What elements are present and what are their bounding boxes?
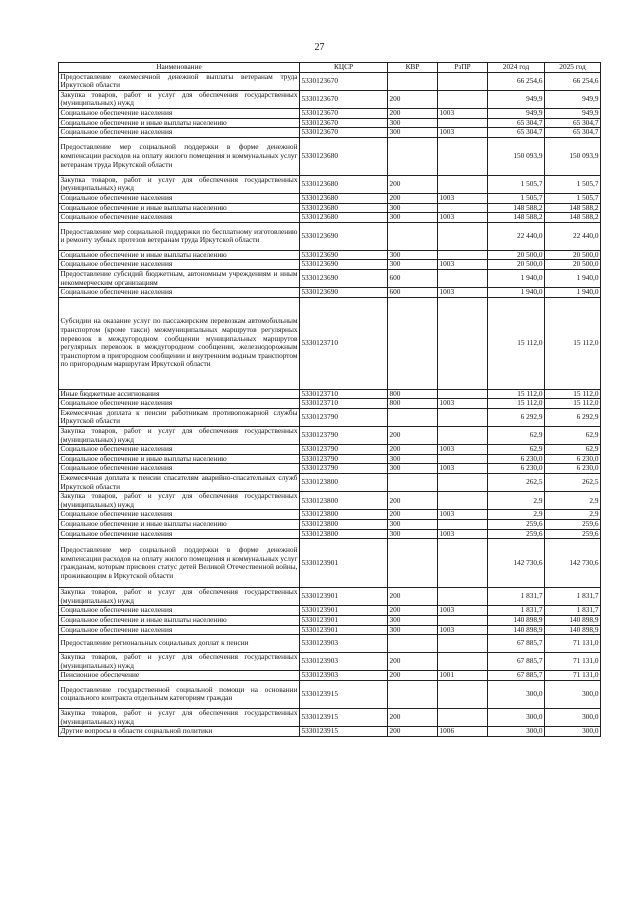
cell-name: Закупка товаров, работ и услуг для обеспечения государственных (муниципальных) нужд: [60, 708, 298, 726]
cell-kvr: 300: [388, 520, 438, 530]
cell-kvr: [388, 137, 438, 175]
cell-rzpr: 1003: [438, 445, 488, 455]
cell-name: Предоставление субсидий бюджетным, автономным учреждениям и иным некоммерческим организациям: [60, 269, 298, 287]
cell-2024: 1 940,0: [488, 269, 545, 287]
cell-name: Предоставление мер социальной поддержки в форме денежной компенсации расходов на оплату жилого помещения и коммунальных услуг ветеранам труда Иркутской области: [59, 137, 300, 175]
table-row: [59, 108, 601, 118]
cell-kvr: 200: [388, 671, 438, 681]
cell-2024: 949,9: [488, 90, 545, 108]
page-number: 27: [314, 42, 325, 53]
cell-2025: 22 440,0: [545, 222, 601, 250]
cell-kvr: [388, 474, 438, 492]
cell-name: Предоставление мер социальной поддержки по бесплатному изготовлению и ремонту зубных протезов ветеранам труда Иркутской области: [59, 222, 300, 250]
cell-kcsr: 5330123800: [300, 474, 388, 492]
cell-rzpr: [438, 72, 488, 90]
table-row: [59, 520, 601, 530]
cell-name: Предоставление государственной социальной помощи на основании социального контракта отдельным категориям граждан: [59, 680, 300, 708]
cell-kcsr: 5330123680: [300, 193, 388, 203]
cell-rzpr: [438, 474, 488, 492]
cell-2024: 15 112,0: [488, 399, 545, 409]
cell-name: Социальное обеспечение населения: [59, 510, 300, 520]
cell-2024: 300,0: [488, 727, 545, 737]
cell-kvr: [388, 297, 438, 389]
cell-name: Социальное обеспечение и иные выплаты населению: [59, 520, 300, 530]
cell-kvr: 200: [388, 727, 438, 737]
cell-name: Социальное обеспечение населения: [59, 529, 300, 539]
cell-kcsr: 5330123680: [300, 213, 388, 223]
cell-name: Закупка товаров, работ и услуг для обеспечения государственных (муниципальных) нужд: [60, 587, 298, 605]
cell-name: Социальное обеспечение населения: [59, 108, 300, 118]
cell-2024: 1 831,7: [488, 606, 545, 616]
cell-name: Предоставление ежемесячной денежной выплаты ветеранам труда Иркутской области: [60, 72, 298, 90]
cell-kvr: 300: [388, 529, 438, 539]
cell-kcsr: 5330123670: [300, 90, 388, 108]
cell-2024: 262,5: [488, 474, 545, 492]
cell-rzpr: 1003: [438, 510, 488, 520]
table-row: [59, 427, 601, 445]
cell-rzpr: [438, 389, 488, 399]
cell-2025: 15 112,0: [545, 297, 601, 389]
cell-2025: 15 112,0: [545, 389, 601, 399]
cell-kvr: 300: [388, 260, 438, 270]
table-row: [59, 203, 601, 213]
cell-rzpr: [438, 118, 488, 128]
cell-rzpr: 1003: [438, 128, 488, 138]
cell-2024: 1 831,7: [488, 588, 545, 606]
cell-kvr: [388, 72, 438, 90]
cell-2025: 71 131,0: [545, 635, 601, 653]
cell-2024: 6 230,0: [488, 464, 545, 474]
cell-kvr: 200: [388, 193, 438, 203]
table-row: [59, 269, 601, 287]
cell-2024: 300,0: [488, 680, 545, 708]
cell-kvr: 300: [388, 250, 438, 260]
cell-2025: 148 588,2: [545, 203, 601, 213]
table-row: [59, 510, 601, 520]
cell-2024: 15 112,0: [488, 389, 545, 399]
cell-2025: 1 940,0: [545, 269, 601, 287]
cell-name: Социальное обеспечение населения: [59, 606, 300, 616]
cell-name: Ежемесячная доплата к пенсии спасателям аварийно-спасательных служб Иркутской области: [60, 473, 298, 491]
cell-kvr: 800: [388, 399, 438, 409]
cell-kcsr: 5330123915: [300, 680, 388, 708]
cell-2024: 15 112,0: [488, 297, 545, 389]
cell-kvr: 300: [388, 213, 438, 223]
table-row: [59, 625, 601, 635]
table-row: [59, 72, 601, 90]
table-row: [59, 615, 601, 625]
cell-kcsr: 5330123710: [300, 297, 388, 389]
cell-kvr: 200: [388, 492, 438, 510]
table-row: [59, 128, 601, 138]
cell-kvr: [388, 680, 438, 708]
cell-kcsr: 5330123670: [300, 118, 388, 128]
cell-kvr: 600: [388, 269, 438, 287]
header-2024: 2024 год: [488, 63, 545, 73]
cell-kvr: 600: [388, 288, 438, 298]
cell-kcsr: 5330123680: [300, 203, 388, 213]
cell-kvr: 200: [388, 90, 438, 108]
cell-kvr: 300: [388, 615, 438, 625]
table-row: [59, 399, 601, 409]
cell-2025: 1 940,0: [545, 288, 601, 298]
cell-rzpr: 1003: [438, 625, 488, 635]
cell-name: Закупка товаров, работ и услуг для обеспечения государственных (муниципальных) нужд: [60, 426, 298, 444]
table-row: [59, 118, 601, 128]
table-body: [59, 72, 601, 736]
cell-2025: 20 500,0: [545, 260, 601, 270]
cell-rzpr: 1003: [438, 606, 488, 616]
cell-rzpr: 1001: [438, 671, 488, 681]
cell-kcsr: 5330123800: [300, 492, 388, 510]
cell-kcsr: 5330123670: [300, 128, 388, 138]
table-row: [59, 222, 601, 250]
cell-kcsr: 5330123690: [300, 250, 388, 260]
table-row: [59, 653, 601, 671]
table-row: [59, 588, 601, 606]
cell-kvr: 200: [388, 588, 438, 606]
cell-kcsr: 5330123670: [300, 108, 388, 118]
table-row: [59, 464, 601, 474]
cell-rzpr: 1003: [438, 213, 488, 223]
header-row: [59, 63, 601, 73]
header-rzpr: РзПР: [438, 63, 488, 73]
cell-kcsr: 5330123690: [300, 222, 388, 250]
cell-2025: 140 898,9: [545, 615, 601, 625]
cell-rzpr: [438, 492, 488, 510]
cell-2025: 6 230,0: [545, 454, 601, 464]
cell-kcsr: 5330123710: [300, 389, 388, 399]
cell-rzpr: [438, 269, 488, 287]
cell-rzpr: [438, 588, 488, 606]
table-row: [59, 474, 601, 492]
cell-2025: 148 588,2: [545, 213, 601, 223]
cell-rzpr: [438, 427, 488, 445]
cell-kvr: 300: [388, 128, 438, 138]
cell-2024: 67 885,7: [488, 635, 545, 653]
cell-2024: 62,9: [488, 427, 545, 445]
table-row: [59, 193, 601, 203]
cell-kcsr: 5330123901: [300, 539, 388, 588]
cell-name: Закупка товаров, работ и услуг для обеспечения государственных (муниципальных) нужд: [60, 90, 298, 108]
cell-2024: 259,6: [488, 529, 545, 539]
cell-rzpr: [438, 520, 488, 530]
table-row: [59, 137, 601, 175]
cell-name: Социальное обеспечение и иные выплаты населению: [59, 118, 300, 128]
cell-name: Иные бюджетные ассигнования: [59, 389, 300, 399]
cell-2024: 62,9: [488, 445, 545, 455]
cell-2024: 142 730,6: [488, 539, 545, 588]
cell-kcsr: 5330123915: [300, 708, 388, 726]
cell-2025: 2,9: [545, 492, 601, 510]
cell-kvr: 200: [388, 427, 438, 445]
cell-name: Субсидии на оказание услуг по пассажирским перевозкам автомобильным транспортом (кроме такси) межмуниципальных маршрутов регулярных перевозок в междугородном сообщении муниципальных маршрутов регулярных перевозок в междугородном сообщении, железнодорожным транспортом в пригородном сообщении и внутренним водным транспортом по пригородным маршрутам Иркутской области: [59, 297, 300, 389]
cell-2025: 259,6: [545, 529, 601, 539]
cell-kvr: 200: [388, 445, 438, 455]
cell-2025: 6 292,9: [545, 408, 601, 426]
cell-name: Закупка товаров, работ и услуг для обеспечения государственных (муниципальных) нужд: [60, 175, 298, 193]
table-row: [59, 539, 601, 588]
cell-2025: 1 505,7: [545, 193, 601, 203]
cell-rzpr: [438, 708, 488, 726]
cell-kcsr: 5330123800: [300, 510, 388, 520]
cell-2024: 148 588,2: [488, 203, 545, 213]
cell-kcsr: 5330123690: [300, 260, 388, 270]
table-header: [59, 63, 601, 73]
cell-2024: 2,9: [488, 510, 545, 520]
cell-2025: 1 505,7: [545, 175, 601, 193]
header-name: Наименование: [59, 63, 300, 73]
cell-name: Пенсионное обеспечение: [59, 671, 300, 681]
table-row: [59, 445, 601, 455]
cell-2025: 65 304,7: [545, 128, 601, 138]
cell-kcsr: 5330123790: [300, 454, 388, 464]
table-row: [59, 213, 601, 223]
cell-kcsr: 5330123903: [300, 653, 388, 671]
cell-name: Социальное обеспечение и иные выплаты населению: [59, 250, 300, 260]
cell-name: Социальное обеспечение и иные выплаты населению: [59, 615, 300, 625]
cell-2024: 949,9: [488, 108, 545, 118]
cell-2025: 65 304,7: [545, 118, 601, 128]
cell-kvr: 300: [388, 625, 438, 635]
cell-name: Социальное обеспечение населения: [59, 399, 300, 409]
cell-2024: 67 885,7: [488, 653, 545, 671]
cell-2024: 6 230,0: [488, 454, 545, 464]
cell-kcsr: 5330123800: [300, 520, 388, 530]
header-kvr: КВР: [388, 63, 438, 73]
cell-kvr: 300: [388, 464, 438, 474]
cell-name: Закупка товаров, работ и услуг для обеспечения государственных (муниципальных) нужд: [60, 491, 298, 509]
cell-2025: 6 230,0: [545, 464, 601, 474]
cell-2025: 71 131,0: [545, 671, 601, 681]
table-row: [59, 671, 601, 681]
table-row: [59, 680, 601, 708]
cell-2024: 148 588,2: [488, 213, 545, 223]
cell-kcsr: 5330123915: [300, 727, 388, 737]
cell-kcsr: 5330123680: [300, 137, 388, 175]
cell-name: Предоставление мер социальной поддержки в форме денежной компенсации расходов на оплату жилого помещения и коммунальных услуг гражданам, которым присвоен статус детей Великой Отечественной войны, проживающим в Иркутской области: [59, 539, 300, 588]
table-row: [59, 408, 601, 426]
cell-name: Социальное обеспечение населения: [59, 260, 300, 270]
cell-kcsr: 5330123790: [300, 427, 388, 445]
cell-2025: 20 500,0: [545, 250, 601, 260]
cell-2025: 300,0: [545, 727, 601, 737]
cell-name: Социальное обеспечение населения: [59, 625, 300, 635]
cell-rzpr: [438, 539, 488, 588]
cell-rzpr: 1003: [438, 260, 488, 270]
cell-rzpr: [438, 250, 488, 260]
cell-2025: 15 112,0: [545, 399, 601, 409]
cell-2025: 300,0: [545, 708, 601, 726]
table-row: [59, 606, 601, 616]
cell-name: Другие вопросы в области социальной политики: [59, 727, 300, 737]
cell-kvr: [388, 222, 438, 250]
cell-2025: 259,6: [545, 520, 601, 530]
cell-kvr: 200: [388, 108, 438, 118]
cell-rzpr: 1003: [438, 529, 488, 539]
cell-rzpr: [438, 297, 488, 389]
cell-2024: 20 500,0: [488, 250, 545, 260]
cell-kcsr: 5330123903: [300, 635, 388, 653]
table-row: [59, 175, 601, 193]
table-row: [59, 635, 601, 653]
cell-kcsr: 5330123901: [300, 615, 388, 625]
cell-kvr: 800: [388, 389, 438, 399]
cell-2025: 62,9: [545, 445, 601, 455]
cell-kvr: [388, 635, 438, 653]
cell-2024: 2,9: [488, 492, 545, 510]
cell-2024: 65 304,7: [488, 118, 545, 128]
cell-kcsr: 5330123690: [300, 288, 388, 298]
table-row: [59, 492, 601, 510]
cell-2024: 150 093,9: [488, 137, 545, 175]
cell-rzpr: [438, 635, 488, 653]
cell-name: Ежемесячная доплата к пенсии работникам противопожарной службы Иркутской области: [60, 408, 298, 426]
cell-name: Социальное обеспечение населения: [59, 464, 300, 474]
cell-kcsr: 5330123670: [300, 72, 388, 90]
cell-2024: 140 898,9: [488, 625, 545, 635]
table-row: [59, 529, 601, 539]
cell-2024: 140 898,9: [488, 615, 545, 625]
cell-name: Социальное обеспечение и иные выплаты населению: [59, 454, 300, 464]
cell-2025: 949,9: [545, 108, 601, 118]
table-row: [59, 727, 601, 737]
cell-kcsr: 5330123690: [300, 269, 388, 287]
cell-rzpr: [438, 680, 488, 708]
cell-rzpr: [438, 203, 488, 213]
cell-rzpr: [438, 653, 488, 671]
table-row: [59, 288, 601, 298]
cell-kcsr: 5330123901: [300, 588, 388, 606]
cell-2025: 66 254,6: [545, 72, 601, 90]
cell-rzpr: 1003: [438, 288, 488, 298]
cell-rzpr: 1003: [438, 399, 488, 409]
cell-kcsr: 5330123790: [300, 445, 388, 455]
cell-2024: 300,0: [488, 708, 545, 726]
table-row: [59, 90, 601, 108]
cell-2024: 6 292,9: [488, 408, 545, 426]
cell-2024: 1 940,0: [488, 288, 545, 298]
cell-kcsr: 5330123790: [300, 464, 388, 474]
cell-rzpr: [438, 137, 488, 175]
cell-2024: 1 505,7: [488, 175, 545, 193]
cell-kvr: 200: [388, 606, 438, 616]
cell-2025: 140 898,9: [545, 625, 601, 635]
cell-kvr: 200: [388, 708, 438, 726]
table-row: [59, 454, 601, 464]
cell-2025: 300,0: [545, 680, 601, 708]
table-row: [59, 260, 601, 270]
table-row: [59, 297, 601, 389]
cell-2024: 1 505,7: [488, 193, 545, 203]
cell-kvr: [388, 539, 438, 588]
budget-table: [58, 62, 601, 737]
header-2025: 2025 год: [545, 63, 601, 73]
cell-name: Социальное обеспечение населения: [59, 193, 300, 203]
cell-rzpr: [438, 408, 488, 426]
cell-2024: 67 885,7: [488, 671, 545, 681]
cell-rzpr: [438, 615, 488, 625]
cell-2024: 22 440,0: [488, 222, 545, 250]
cell-2025: 1 831,7: [545, 606, 601, 616]
cell-kvr: 300: [388, 454, 438, 464]
cell-kcsr: 5330123800: [300, 529, 388, 539]
cell-2024: 66 254,6: [488, 72, 545, 90]
cell-rzpr: 1003: [438, 108, 488, 118]
cell-name: Социальное обеспечение и иные выплаты населению: [59, 203, 300, 213]
cell-2025: 949,9: [545, 90, 601, 108]
cell-kcsr: 5330123680: [300, 175, 388, 193]
cell-2025: 262,5: [545, 474, 601, 492]
cell-2024: 65 304,7: [488, 128, 545, 138]
cell-kcsr: 5330123790: [300, 408, 388, 426]
cell-name: Социальное обеспечение населения: [59, 128, 300, 138]
cell-2025: 142 730,6: [545, 539, 601, 588]
cell-2025: 2,9: [545, 510, 601, 520]
cell-kvr: [388, 408, 438, 426]
cell-kvr: 300: [388, 118, 438, 128]
header-kcsr: КЦСР: [300, 63, 388, 73]
cell-kcsr: 5330123710: [300, 399, 388, 409]
cell-rzpr: [438, 90, 488, 108]
cell-kvr: 300: [388, 203, 438, 213]
cell-kvr: 200: [388, 510, 438, 520]
table-row: [59, 250, 601, 260]
cell-rzpr: [438, 454, 488, 464]
cell-2025: 1 831,7: [545, 588, 601, 606]
cell-kcsr: 5330123901: [300, 606, 388, 616]
cell-2024: 20 500,0: [488, 260, 545, 270]
cell-name: Закупка товаров, работ и услуг для обеспечения государственных (муниципальных) нужд: [60, 652, 298, 670]
cell-name: Предоставление региональных социальных доплат к пенсии: [59, 635, 300, 653]
table-row: [59, 389, 601, 399]
cell-name: Социальное обеспечение населения: [59, 288, 300, 298]
cell-2025: 150 093,9: [545, 137, 601, 175]
cell-kcsr: 5330123903: [300, 671, 388, 681]
cell-rzpr: 1003: [438, 464, 488, 474]
cell-rzpr: 1006: [438, 727, 488, 737]
table-row: [59, 708, 601, 726]
cell-kvr: 200: [388, 653, 438, 671]
cell-2025: 71 131,0: [545, 653, 601, 671]
cell-name: Социальное обеспечение населения: [59, 445, 300, 455]
cell-kcsr: 5330123901: [300, 625, 388, 635]
cell-name: Социальное обеспечение населения: [59, 213, 300, 223]
cell-2024: 259,6: [488, 520, 545, 530]
cell-rzpr: [438, 222, 488, 250]
cell-rzpr: [438, 175, 488, 193]
cell-kvr: 200: [388, 175, 438, 193]
cell-2025: 62,9: [545, 427, 601, 445]
cell-rzpr: 1003: [438, 193, 488, 203]
